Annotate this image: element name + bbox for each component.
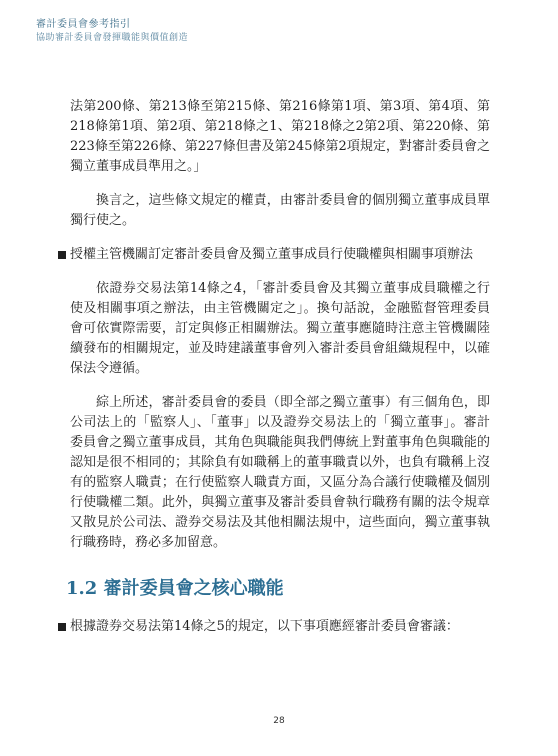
paragraph-summary-roles: 綜上所述，審計委員會的委員（即全部之獨立董事）有三個角色，即公司法上的「監察人」、「董事」以及證券交易法上的「獨立董事」。審計委員會之獨立董事成員，其角色與職能與我們傳統上對董事角色與職能的認知是很不相同的；其除負有如職稱上的董事職責以外，也負有職稱上沒有的監察人職責；在行使監察人職責方面，又區分為合議行使職權及個別行使職權二類。此外，與獨立董事及審計委員會執行職務有關的法令規章又散見於公司法、證券交易法及其他相關法規中，這些面向，獨立董事執行職務時，務必多加留意。 <box>70 395 490 550</box>
square-bullet-icon <box>58 623 66 631</box>
bullet-text-review-matters: 根據證券交易法第14條之5的規定，以下事項應經審計委員會審議： <box>70 619 459 634</box>
header-title: 審計委員會參考指引 <box>36 19 131 30</box>
paragraph-continued-law-articles: 法第200條、第213條至第215條、第216條第1項、第3項、第4項、第218條第1項、第2項、第218條之1、第218條之2第2項、第220條、第223條至第226條、第227條但書及第245條第2項規定，對審計委員會之獨立董事成員準用之。」 <box>70 99 490 174</box>
bullet-item-authorization <box>70 245 490 265</box>
header-subtitle: 協助審計委員會發揮職能與價值創造 <box>36 33 189 43</box>
paragraph-securities-act-14-4: 依證券交易法第14條之4，「審計委員會及其獨立董事成員職權之行使及相關事項之辦法，由主管機關定之」。換句話說，金融監督管理委員會可依實際需要，訂定與修正相關辦法。獨立董事應隨時注意主管機關陸續發布的相關規定，並及時建議董事會列入審計委員會組織規程中，以確保法令遵循。 <box>70 281 490 376</box>
bullet-item-review-matters <box>70 617 490 637</box>
bullet-text-authorization: 授權主管機關訂定審計委員會及獨立董事成員行使職權與相關事項辦法 <box>70 247 474 262</box>
square-bullet-icon <box>58 251 66 259</box>
page-content <box>66 97 490 637</box>
paragraph-in-other-words: 換言之，這些條文規定的權責，由審計委員會的個別獨立董事成員單獨行使之。 <box>70 193 490 228</box>
section-heading: 1.2 審計委員會之核心職能 <box>66 578 284 599</box>
running-header <box>36 18 188 45</box>
page-number: 28 <box>273 716 285 726</box>
